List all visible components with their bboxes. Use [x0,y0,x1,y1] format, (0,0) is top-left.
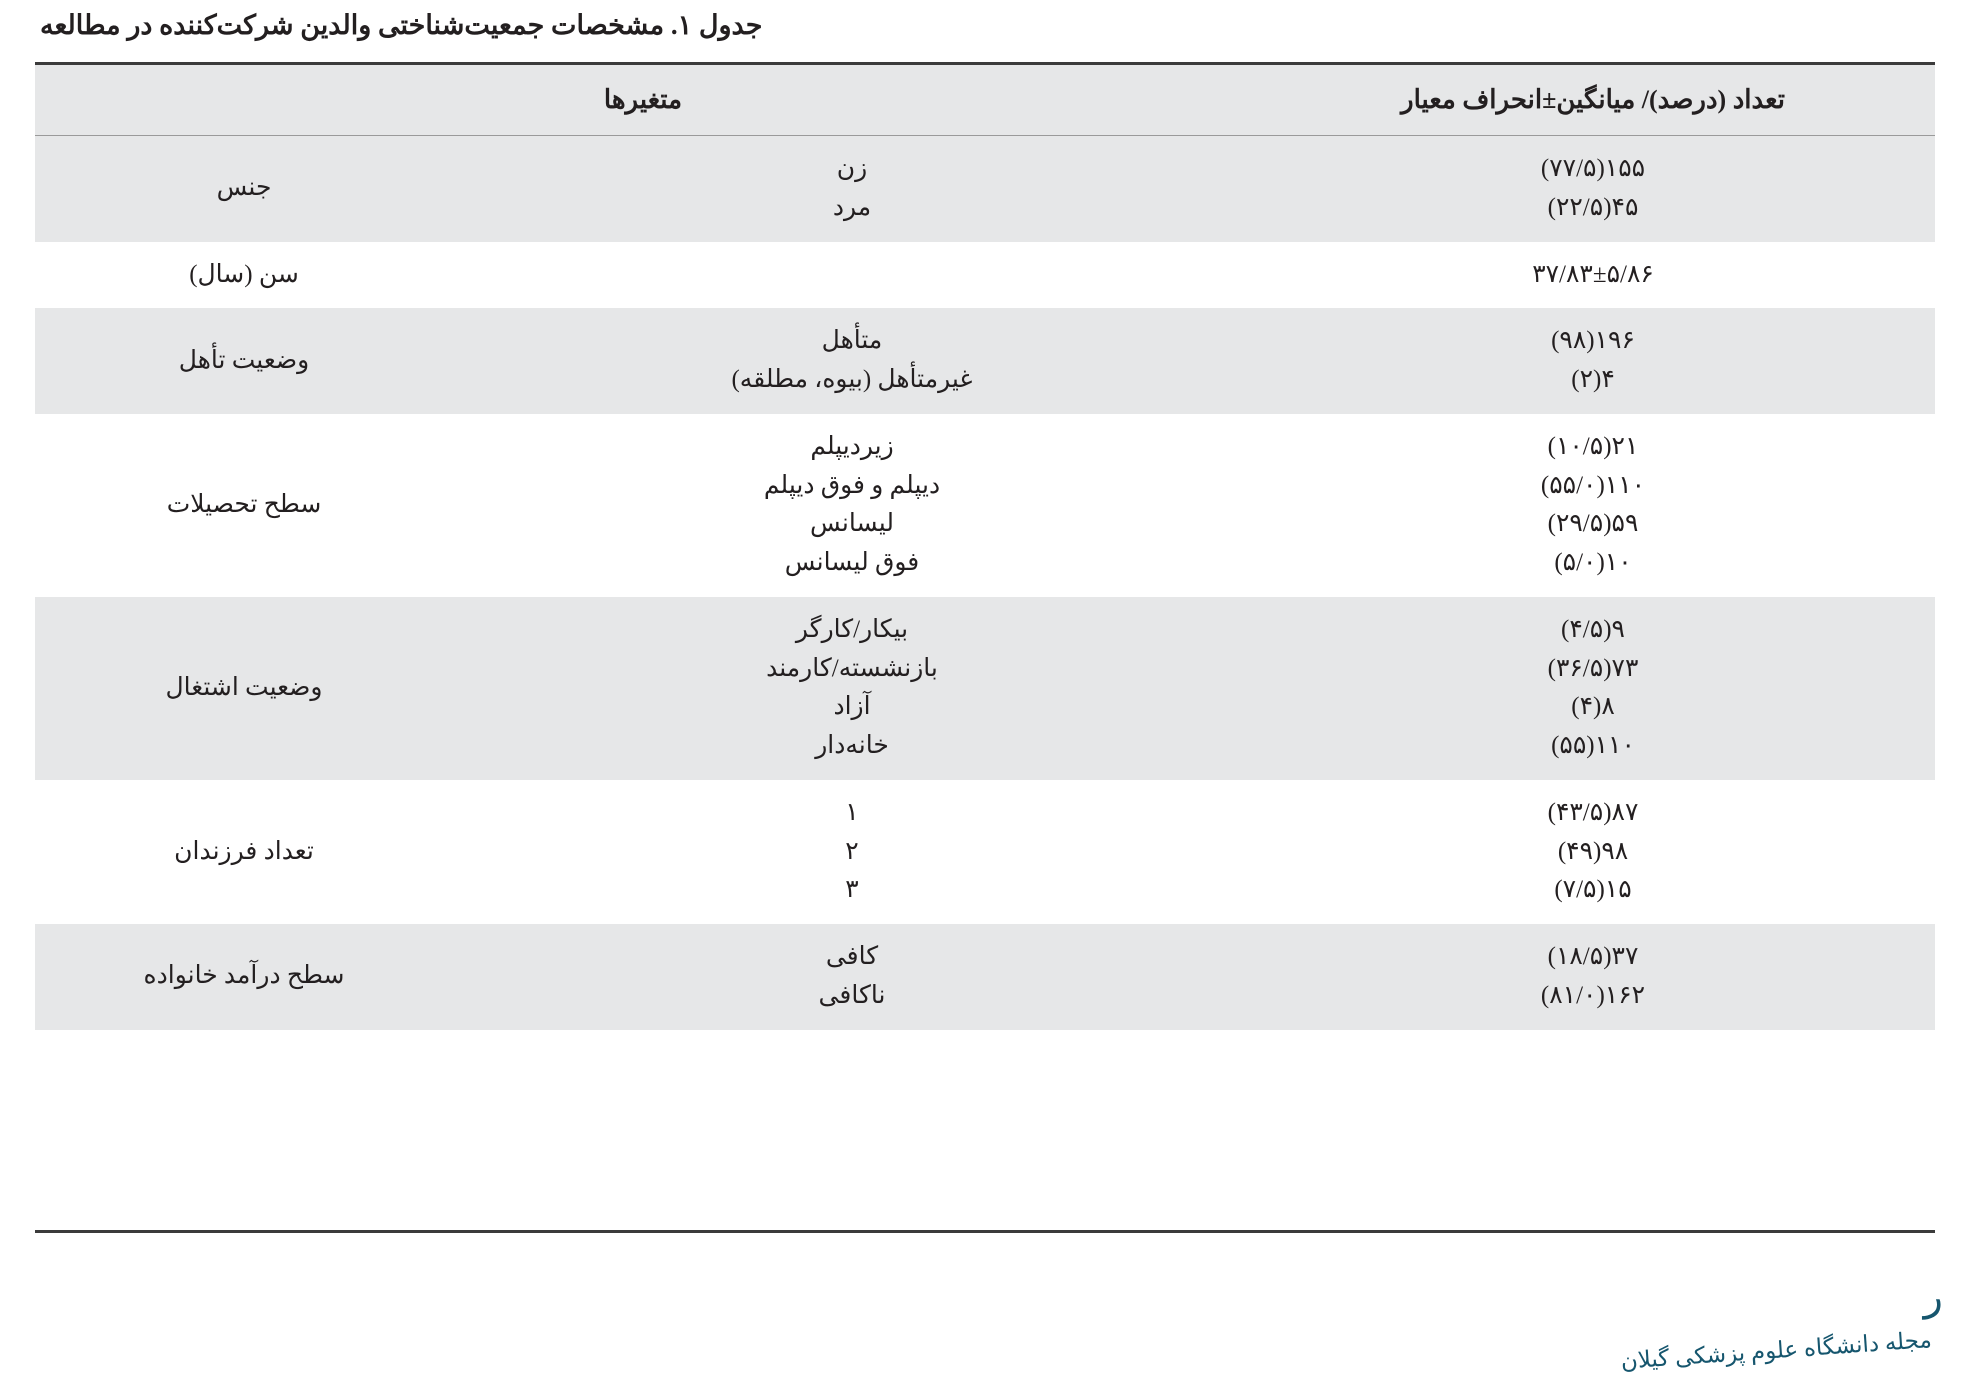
row-variable: جنس [35,136,453,242]
row-value: ۲۱(۱۰/۵) [1547,432,1639,460]
row-level: آزاد [833,693,871,721]
row-variable: سن (سال) [35,242,453,309]
table-caption-number: جدول ۱. [670,10,763,40]
row-level: مرد [832,193,872,221]
row-value: ۸۷(۴۳/۵) [1547,798,1639,826]
row-levels [453,414,1251,597]
row-values [1251,597,1935,780]
journal-logo-icon: ر [1923,1274,1943,1319]
table-caption [40,10,1931,41]
row-level: ناکافی [818,981,886,1009]
demographics-table [35,62,1935,1030]
row-level [465,256,1239,295]
row-level: کافی [825,943,879,970]
row-variable: تعداد فرزندان [35,780,453,924]
row-variable: وضعیت تأهل [35,308,453,414]
table-row [35,924,1935,1030]
row-levels [453,780,1251,924]
row-value: ۵۹(۲۹/۵) [1547,510,1639,538]
row-level: ۱ [845,798,859,826]
row-level: متأهل [821,327,883,355]
table-row [35,242,1935,309]
row-values [1251,924,1935,1030]
row-levels [453,136,1251,242]
row-level: دیپلم و فوق دیپلم [763,471,941,499]
row-level: بیکار/کارگر [795,615,909,643]
row-value: ۹۸(۴۹) [1557,837,1629,865]
row-level: ۲ [845,837,859,865]
column-header-value: تعداد (درصد)/ میانگین±انحراف معیار [1251,64,1935,136]
row-level: لیسانس [810,510,894,538]
row-variable: سطح درآمد خانواده [35,924,453,1030]
journal-logo-text: مجله دانشگاه علوم پزشکی گیلان [1620,1327,1933,1374]
row-levels [453,308,1251,414]
row-value: ۱۵(۷/۵) [1554,876,1632,904]
row-levels [453,597,1251,780]
row-value: ۴(۲) [1571,366,1615,393]
row-value: ۱۱۰(۵۵) [1551,732,1635,759]
row-value: ۱۱۰(۵۵/۰) [1540,471,1646,499]
row-level: غیرمتأهل (بیوه، مطلقه) [731,366,973,393]
row-values [1251,242,1935,309]
row-level: زیردیپلم [810,432,894,460]
row-values [1251,780,1935,924]
row-value: ۱۰(۵/۰) [1554,549,1632,576]
demographics-table-wrapper [35,62,1935,1030]
table-head [35,64,1935,136]
row-value: ۸(۴) [1571,693,1615,721]
row-value: ۱۵۵(۷۷/۵) [1540,155,1646,182]
row-level: ۳ [845,876,859,904]
row-level: فوق لیسانس [784,549,920,576]
table-bottom-rule [35,1230,1935,1233]
row-levels [453,924,1251,1030]
table-row [35,780,1935,924]
row-level: بازنشسته/کارمند [766,654,938,682]
row-value: ۷۳(۳۶/۵) [1547,654,1639,682]
row-value: ۱۹۶(۹۸) [1551,327,1635,355]
table-body [35,136,1935,1030]
column-header-variables: متغیرها [35,64,1251,136]
table-header-row [35,64,1935,136]
row-level: زن [836,155,868,182]
row-level: خانه‌دار [815,732,889,759]
row-values [1251,414,1935,597]
table-row [35,308,1935,414]
row-value: ۴۵(۲۲/۵) [1547,193,1639,221]
table-row [35,597,1935,780]
row-value: ۳۷(۱۸/۵) [1547,943,1639,970]
row-values [1251,136,1935,242]
row-value: ۳۷/۸۳±۵/۸۶ [1532,260,1654,288]
table-row [35,414,1935,597]
table-caption-text: مشخصات جمعیت‌شناختی والدین شرکت‌کننده در مطالعه [40,10,665,40]
row-variable: وضعیت اشتغال [35,597,453,780]
row-variable: سطح تحصیلات [35,414,453,597]
row-values [1251,308,1935,414]
table-row [35,136,1935,242]
row-value: ۹(۴/۵) [1561,615,1625,643]
row-levels [453,242,1251,309]
row-value: ۱۶۲(۸۱/۰) [1540,981,1646,1009]
